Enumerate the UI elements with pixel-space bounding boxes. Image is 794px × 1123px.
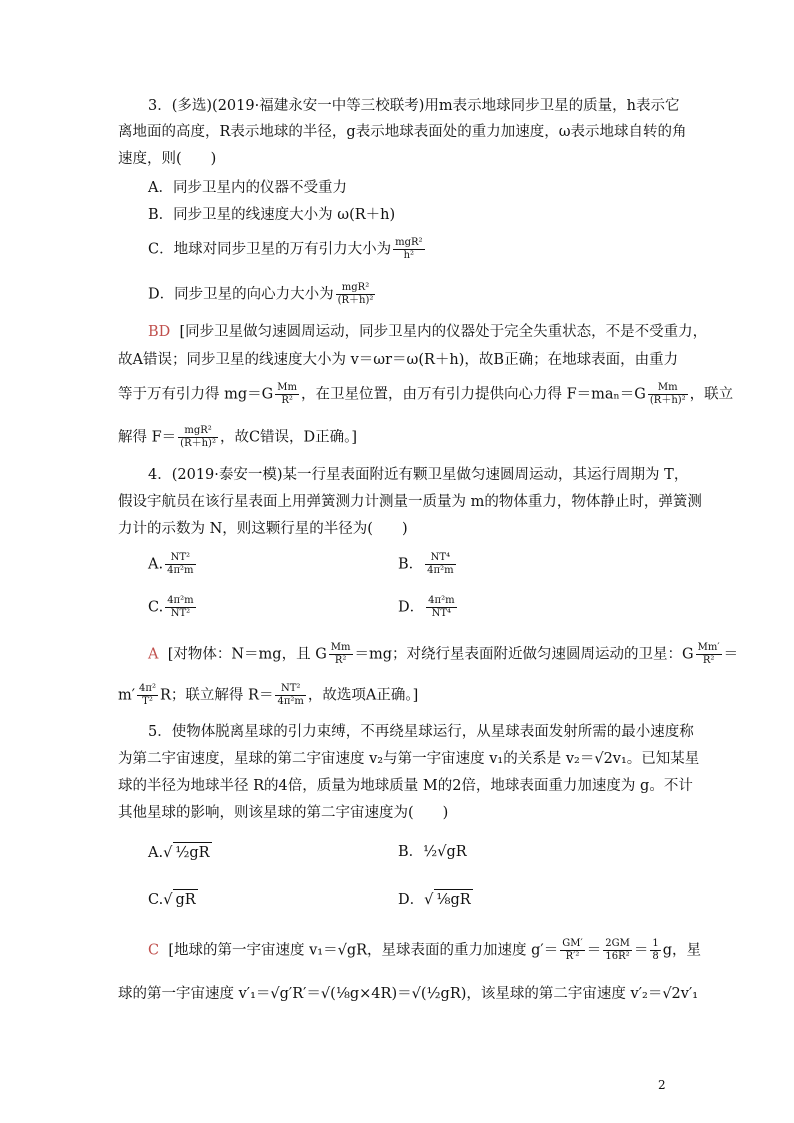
q4-option-c-label: C. <box>148 599 164 616</box>
q3-answer-label: BD <box>148 324 171 340</box>
q3-option-d-numerator: mgR² <box>336 282 376 295</box>
q4-ex2-text-c: ，故选项A正确。] <box>307 687 419 704</box>
q3-ex4-text-a: 解得 F＝ <box>118 429 177 446</box>
q4-option-d-label: D． <box>398 599 425 616</box>
q3-ex3-fraction1 <box>275 382 299 407</box>
q5-ex1-fraction1 <box>560 938 585 963</box>
q3-option-d-fraction <box>336 282 376 307</box>
q4-ex1-num2: Mm′ <box>697 642 720 653</box>
q5-answer-label: C <box>148 942 160 959</box>
q4-option-c-fraction <box>165 595 195 620</box>
q5-stem-line4: 其他星球的影响，则该星球的第二宇宙速度为( ) <box>118 805 449 821</box>
q3-ex3-num2: Mm <box>648 382 688 395</box>
q3-ex3-text-c: ，联立 <box>689 386 734 403</box>
q4-option-a-den: 4π²m <box>167 565 194 576</box>
q3-stem-line2: 离地面的高度，R表示地球的半径，g表示地球表面处的重力加速度，ω表示地球自转的角 <box>118 124 687 140</box>
q3-ex4-den: (R＋h)² <box>180 438 216 449</box>
q5-option-b-expr: ½√gR <box>423 844 467 860</box>
q5-ex1-den1: R′² <box>565 951 580 962</box>
q3-explanation-text1: [同步卫星做匀速圆周运动，同步卫星内的仪器处于完全失重状态，不是不受重力， <box>179 324 708 340</box>
q4-ex1-den2: R² <box>702 655 715 666</box>
q4-option-c-num: 4π²m <box>167 595 194 606</box>
q4-option-d-num: 4π²m <box>428 595 455 606</box>
q5-ex1-text-d: g，星 <box>662 942 701 959</box>
q5-stem-line1: 5．使物体脱离星球的引力束缚，不再绕星球运行，从星球表面发射所需的最小速度称 <box>148 724 694 740</box>
q5-option-b <box>398 842 467 862</box>
q4-stem-line1: 4．(2019·泰安一模)某一行星表面附近有颗卫星做匀速圆周运动，其运行周期为 T， <box>148 467 689 483</box>
q5-option-d-label: D． <box>398 892 425 908</box>
q3-option-c-fraction <box>393 237 424 262</box>
q5-option-c: C.√ gR <box>148 889 198 910</box>
q4-ex1-text-c: ＝ <box>723 646 739 663</box>
q5-option-a-label: A. <box>148 845 164 861</box>
q4-ex2-fraction2 <box>275 683 305 708</box>
q3-ex3-text-a: 等于万有引力得 mg＝G <box>118 386 274 403</box>
q3-stem-line1: 3．(多选)(2019·福建永安一中等三校联考)用m表示地球同步卫星的质量，h表示它 <box>148 98 680 114</box>
q3-ex4-fraction <box>178 425 218 450</box>
q4-ex2-num1: 4π² <box>139 683 156 694</box>
q3-explanation-line4 <box>118 425 678 450</box>
q4-option-d-fraction <box>426 595 456 620</box>
q3-ex4-text-b: ，故C错误，D正确。] <box>219 429 358 446</box>
q5-stem-line2: 为第二宇宙速度，星球的第二宇宙速度 v₂与第一宇宙速度 v₁的关系是 v₂＝√2v₁。已知某星 <box>118 751 700 767</box>
q5-ex1-num2: 2GM <box>605 938 630 949</box>
q3-ex3-num1: Mm <box>277 382 297 393</box>
q5-ex1-fraction2 <box>603 938 632 963</box>
q4-option-b-label: B． <box>398 556 424 573</box>
q3-ex3-den2: (R＋h)² <box>649 395 686 406</box>
q5-ex1-num3: 1 <box>652 938 659 949</box>
q5-ex1-num1: GM′ <box>562 938 583 949</box>
q3-option-c-denominator: h² <box>403 250 415 261</box>
q5-option-a-radicand: ½gR <box>173 842 211 863</box>
q5-ex1-text-a: [地球的第一宇宙速度 v₁＝√gR，星球表面的重力加速度 g′＝ <box>168 942 559 959</box>
q5-ex1-text-c: ＝ <box>633 942 649 959</box>
q4-option-c-den: NT² <box>170 608 191 619</box>
q4-option-d <box>398 595 459 620</box>
q4-ex1-fraction1 <box>329 642 353 667</box>
q4-ex2-den2: 4π²m <box>277 696 304 707</box>
q5-option-b-label: B． <box>398 844 424 860</box>
q4-ex1-text-a: [对物体：N＝mg，且 G <box>167 646 327 663</box>
q4-stem-line3: 力计的示数为 N，则这颗行星的半径为( ) <box>118 521 408 537</box>
q3-option-d-denominator: (R＋h)² <box>337 295 374 306</box>
q4-option-a <box>148 552 198 577</box>
q4-option-b-num: NT⁴ <box>425 552 455 565</box>
q3-stem-line3: 速度，则( ) <box>118 151 217 167</box>
q3-option-c-text: C．地球对同步卫星的万有引力大小为 <box>148 241 392 258</box>
q4-answer-label: A <box>148 646 159 663</box>
q3-option-d-text: D．同步卫星的向心力大小为 <box>148 286 334 303</box>
q4-stem-line2: 假设宇航员在该行星表面上用弹簧测力计测量一质量为 m的物体重力，物体静止时，弹簧测 <box>118 494 702 510</box>
q4-explanation-line1 <box>148 642 739 667</box>
q3-ex3-den1: R² <box>281 395 293 406</box>
q3-explanation-line2: 故A错误；同步卫星的线速度大小为 v＝ωr＝ω(R＋h)，故B正确；在地球表面，由重力 <box>118 352 679 368</box>
q4-option-a-fraction <box>165 552 195 577</box>
q4-option-a-label: A. <box>148 556 164 573</box>
q5-ex1-fraction3 <box>650 938 660 963</box>
q4-option-b-den: 4π²m <box>427 565 454 576</box>
q4-option-c <box>148 595 198 620</box>
q3-explanation-line1 <box>148 322 708 342</box>
page-number: 2 <box>658 1078 666 1092</box>
q5-option-c-label: C. <box>148 892 164 908</box>
q3-ex3-text-b: ，在卫星位置，由万有引力提供向心力得 F＝maₙ＝G <box>300 386 646 403</box>
q5-ex1-den3: 8 <box>652 951 659 962</box>
q5-explanation-line2: 球的第一宇宙速度 v′₁＝√g′R′＝√(⅛g×4R)＝√(½gR)，该星球的第二宇宙速度 v′₂＝√2v′₁ <box>118 986 699 1002</box>
q5-ex1-den2: 16R² <box>605 951 630 962</box>
q4-option-b <box>398 552 458 577</box>
q4-option-a-num: NT² <box>165 552 195 565</box>
q4-ex1-den1: R² <box>334 655 347 666</box>
q3-option-b: B．同步卫星的线速度大小为 ω(R＋h) <box>148 207 396 223</box>
q5-option-d-radicand: ⅛gR <box>434 889 472 910</box>
q4-ex1-fraction2 <box>696 642 722 667</box>
q5-ex1-text-b: ＝ <box>586 942 602 959</box>
q3-option-c-numerator: mgR² <box>395 237 423 248</box>
q3-option-a: A．同步卫星内的仪器不受重力 <box>148 180 347 196</box>
q3-explanation-line3 <box>118 382 734 407</box>
q3-option-d <box>148 282 377 307</box>
q4-explanation-line2 <box>118 683 678 708</box>
q3-ex4-num: mgR² <box>178 425 218 438</box>
q3-ex3-fraction2 <box>648 382 688 407</box>
q5-explanation-line1 <box>148 938 708 963</box>
q4-ex2-text-b: R；联立解得 R＝ <box>160 687 274 704</box>
q4-option-b-fraction <box>425 552 455 577</box>
q5-option-c-radicand: gR <box>173 889 197 910</box>
q5-option-d: D．√ ⅛gR <box>398 889 473 910</box>
q4-option-d-den: NT⁴ <box>431 608 452 619</box>
q4-ex1-num1: Mm <box>330 642 351 653</box>
q3-option-c <box>148 237 427 262</box>
q4-ex1-text-b: ＝mg；对绕行星表面附近做匀速圆周运动的卫星：G <box>354 646 694 663</box>
q4-ex2-den1: T² <box>142 696 153 707</box>
q4-ex2-fraction1 <box>137 683 158 708</box>
q4-ex2-num2: NT² <box>275 683 305 696</box>
q4-ex2-text-a: m′ <box>118 687 136 704</box>
q5-stem-line3: 球的半径为地球半径 R的4倍，质量为地球质量 M的2倍，地球表面重力加速度为 g。不计 <box>118 778 693 794</box>
q5-option-a: A.√ ½gR <box>148 842 212 863</box>
